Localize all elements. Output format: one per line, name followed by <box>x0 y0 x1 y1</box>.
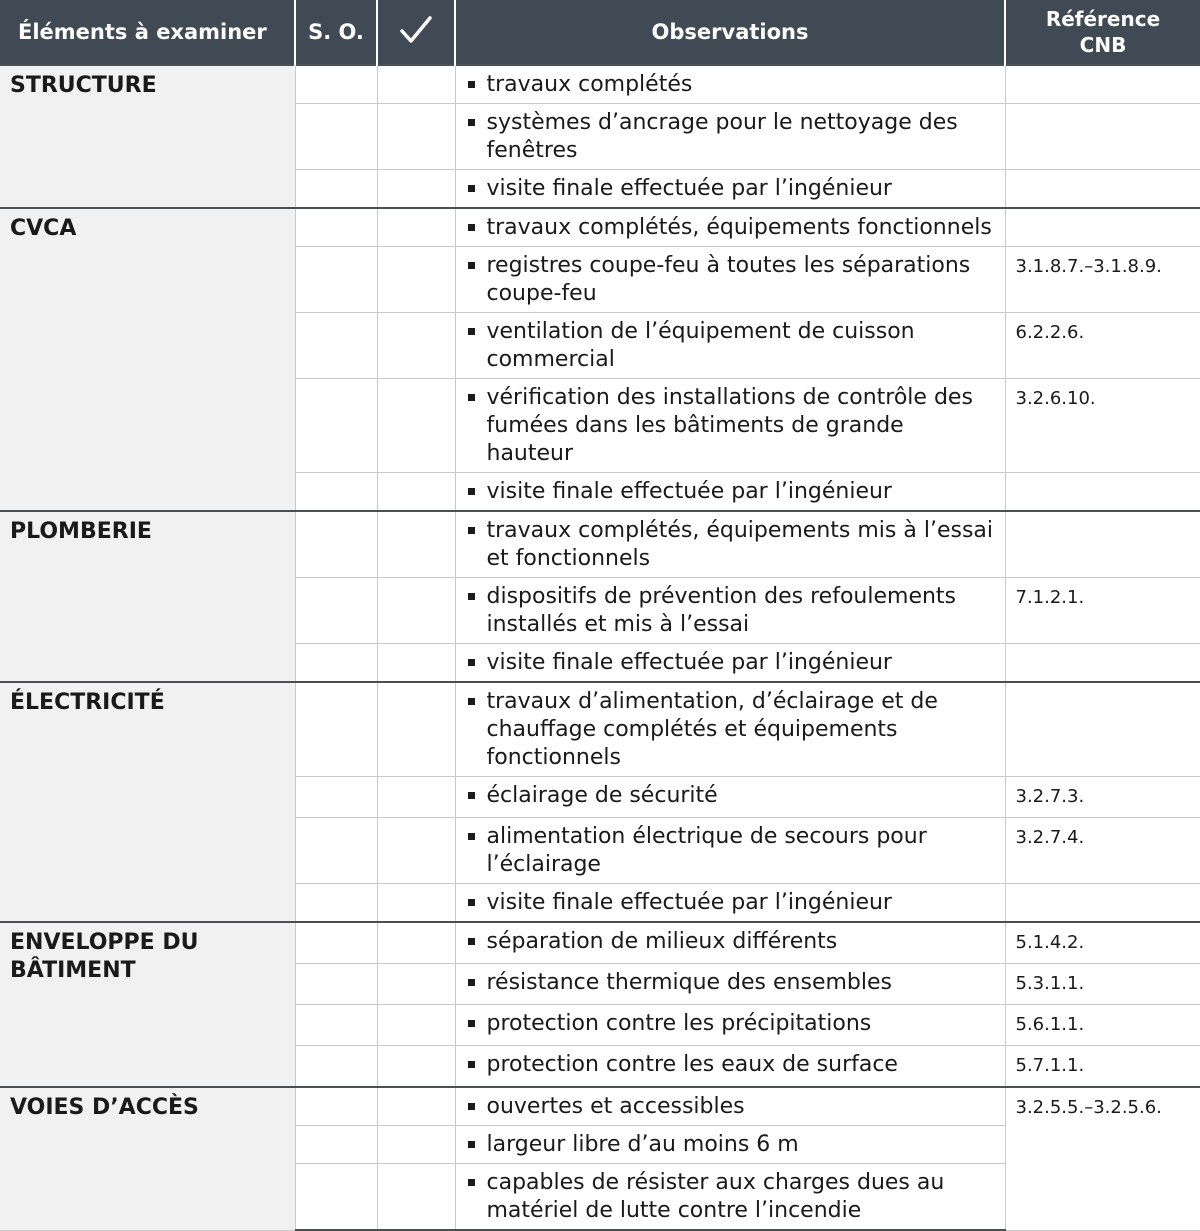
so-checkbox-cell[interactable] <box>295 1126 377 1164</box>
so-checkbox-cell[interactable] <box>295 884 377 923</box>
observation-item <box>466 478 995 506</box>
observation-item <box>466 969 995 997</box>
observation-text: systèmes d’ancrage pour le nettoyage des fenêtres <box>486 110 958 163</box>
reference-cell <box>1005 170 1200 209</box>
check-checkbox-cell[interactable] <box>377 1126 455 1164</box>
bullet-square-icon <box>468 1020 475 1027</box>
check-checkbox-cell[interactable] <box>377 511 455 578</box>
check-checkbox-cell[interactable] <box>377 578 455 644</box>
check-checkbox-cell[interactable] <box>377 818 455 884</box>
table-row <box>0 65 1200 104</box>
observation-text: résistance thermique des ensembles <box>486 970 892 995</box>
bullet-square-icon <box>468 262 475 269</box>
so-checkbox-cell[interactable] <box>295 379 377 473</box>
reference-cell: 3.2.5.5.–3.2.5.6. <box>1005 1087 1200 1230</box>
observation-item <box>466 1010 995 1038</box>
bullet-square-icon <box>468 1061 475 1068</box>
observation-text: dispositifs de prévention des refoulements installés et mis à l’essai <box>486 584 957 637</box>
so-checkbox-cell[interactable] <box>295 964 377 1005</box>
so-checkbox-cell[interactable] <box>295 313 377 379</box>
group-label: ÉLECTRICITÉ <box>0 682 295 922</box>
observation-cell <box>455 1046 1005 1088</box>
reference-cell <box>1005 65 1200 104</box>
so-checkbox-cell[interactable] <box>295 1164 377 1231</box>
observation-text: travaux complétés <box>486 72 693 97</box>
group-label: CVCA <box>0 208 295 511</box>
so-checkbox-cell[interactable] <box>295 1005 377 1046</box>
bullet-square-icon <box>468 593 475 600</box>
observation-cell <box>455 1164 1005 1231</box>
check-checkbox-cell[interactable] <box>377 1164 455 1231</box>
header-so: S. O. <box>295 0 377 65</box>
table-row <box>0 682 1200 777</box>
observation-item <box>466 1131 995 1159</box>
observation-text: ventilation de l’équipement de cuisson commercial <box>486 319 915 372</box>
check-checkbox-cell[interactable] <box>377 884 455 923</box>
check-checkbox-cell[interactable] <box>377 208 455 247</box>
observation-cell <box>455 1126 1005 1164</box>
observation-cell <box>455 964 1005 1005</box>
check-checkbox-cell[interactable] <box>377 65 455 104</box>
observation-cell <box>455 104 1005 170</box>
group-label: PLOMBERIE <box>0 511 295 682</box>
bullet-square-icon <box>468 119 475 126</box>
check-checkbox-cell[interactable] <box>377 1005 455 1046</box>
observation-cell <box>455 65 1005 104</box>
observation-cell <box>455 473 1005 512</box>
table-row <box>0 922 1200 964</box>
bullet-square-icon <box>468 328 475 335</box>
bullet-square-icon <box>468 899 475 906</box>
observation-item <box>466 889 995 917</box>
observation-text: éclairage de sécurité <box>486 783 718 808</box>
reference-cell: 5.1.4.2. <box>1005 922 1200 964</box>
reference-cell <box>1005 884 1200 923</box>
observation-item <box>466 214 995 242</box>
bullet-square-icon <box>468 1179 475 1186</box>
bullet-square-icon <box>468 833 475 840</box>
check-checkbox-cell[interactable] <box>377 313 455 379</box>
reference-cell: 7.1.2.1. <box>1005 578 1200 644</box>
check-checkbox-cell[interactable] <box>377 104 455 170</box>
bullet-square-icon <box>468 81 475 88</box>
observation-text: séparation de milieux différents <box>486 929 838 954</box>
observation-text: ouvertes et accessibles <box>486 1094 745 1119</box>
reference-cell: 3.2.7.3. <box>1005 777 1200 818</box>
observation-item <box>466 583 995 639</box>
check-checkbox-cell[interactable] <box>377 1046 455 1088</box>
observation-text: visite finale effectuée par l’ingénieur <box>486 479 892 504</box>
observation-text: largeur libre d’au moins 6 m <box>486 1132 799 1157</box>
observation-cell <box>455 511 1005 578</box>
observation-cell <box>455 644 1005 683</box>
header-reference-line1: Référence <box>1045 7 1161 31</box>
so-checkbox-cell[interactable] <box>295 777 377 818</box>
bullet-square-icon <box>468 394 475 401</box>
group-label: STRUCTURE <box>0 65 295 208</box>
bullet-square-icon <box>468 938 475 945</box>
so-checkbox-cell[interactable] <box>295 473 377 512</box>
group-label: ENVELOPPE DU BÂTIMENT <box>0 922 295 1087</box>
observation-text: visite finale effectuée par l’ingénieur <box>486 650 892 675</box>
observation-text: visite finale effectuée par l’ingénieur <box>486 890 892 915</box>
reference-cell: 3.1.8.7.–3.1.8.9. <box>1005 247 1200 313</box>
header-elements: Éléments à examiner <box>0 0 295 65</box>
so-checkbox-cell[interactable] <box>295 208 377 247</box>
observation-cell <box>455 170 1005 209</box>
group-label: VOIES D’ACCÈS <box>0 1087 295 1230</box>
so-checkbox-cell[interactable] <box>295 644 377 683</box>
reference-cell <box>1005 682 1200 777</box>
reference-cell <box>1005 473 1200 512</box>
observation-text: visite finale effectuée par l’ingénieur <box>486 176 892 201</box>
bullet-square-icon <box>468 185 475 192</box>
bullet-square-icon <box>468 488 475 495</box>
reference-cell: 5.7.1.1. <box>1005 1046 1200 1088</box>
reference-cell: 6.2.2.6. <box>1005 313 1200 379</box>
bullet-square-icon <box>468 792 475 799</box>
reference-cell <box>1005 104 1200 170</box>
observation-cell <box>455 379 1005 473</box>
so-checkbox-cell[interactable] <box>295 104 377 170</box>
so-checkbox-cell[interactable] <box>295 511 377 578</box>
observation-item <box>466 928 995 956</box>
bullet-square-icon <box>468 979 475 986</box>
observation-item <box>466 1051 995 1079</box>
observation-cell <box>455 682 1005 777</box>
so-checkbox-cell[interactable] <box>295 1046 377 1088</box>
bullet-square-icon <box>468 1103 475 1110</box>
observation-item <box>466 688 995 772</box>
observation-cell <box>455 1087 1005 1126</box>
so-checkbox-cell[interactable] <box>295 578 377 644</box>
check-checkbox-cell[interactable] <box>377 379 455 473</box>
observation-cell <box>455 777 1005 818</box>
reference-cell <box>1005 511 1200 578</box>
observation-item <box>466 175 995 203</box>
bullet-square-icon <box>468 224 475 231</box>
header-reference <box>1005 0 1200 65</box>
observation-cell <box>455 313 1005 379</box>
observation-item <box>466 252 995 308</box>
header-observations: Observations <box>455 0 1005 65</box>
observation-text: protection contre les eaux de surface <box>486 1052 898 1077</box>
check-checkbox-cell[interactable] <box>377 170 455 209</box>
observation-cell <box>455 922 1005 964</box>
table-row <box>0 208 1200 247</box>
observation-text: travaux d’alimentation, d’éclairage et de chauffage complétés et équipements fonctionnels <box>486 689 938 770</box>
reference-cell: 3.2.6.10. <box>1005 379 1200 473</box>
so-checkbox-cell[interactable] <box>295 1087 377 1126</box>
observation-text: vérification des installations de contrôle des fumées dans les bâtiments de grande hauteur <box>486 385 973 466</box>
observation-item <box>466 517 995 573</box>
bullet-square-icon <box>468 659 475 666</box>
observation-cell <box>455 578 1005 644</box>
observation-cell <box>455 247 1005 313</box>
check-checkbox-cell[interactable] <box>377 922 455 964</box>
observation-cell <box>455 1005 1005 1046</box>
reference-cell: 5.6.1.1. <box>1005 1005 1200 1046</box>
observation-text: protection contre les précipitations <box>486 1011 872 1036</box>
observation-item <box>466 384 995 468</box>
observation-cell <box>455 818 1005 884</box>
observation-cell <box>455 208 1005 247</box>
header-reference-line2: CNB <box>1079 33 1127 57</box>
check-checkbox-cell[interactable] <box>377 777 455 818</box>
observation-item <box>466 71 995 99</box>
header-check <box>377 0 455 65</box>
observation-text: alimentation électrique de secours pour l’éclairage <box>486 824 927 877</box>
so-checkbox-cell[interactable] <box>295 682 377 777</box>
observation-item <box>466 1093 995 1121</box>
observation-item <box>466 782 995 810</box>
observation-text: travaux complétés, équipements mis à l’essai et fonctionnels <box>486 518 993 571</box>
bullet-square-icon <box>468 698 475 705</box>
reference-cell: 5.3.1.1. <box>1005 964 1200 1005</box>
observation-item <box>466 318 995 374</box>
so-checkbox-cell[interactable] <box>295 922 377 964</box>
reference-cell: 3.2.7.4. <box>1005 818 1200 884</box>
observation-text: registres coupe-feu à toutes les séparations coupe-feu <box>486 253 971 306</box>
table-row <box>0 1087 1200 1126</box>
bullet-square-icon <box>468 527 475 534</box>
so-checkbox-cell[interactable] <box>295 170 377 209</box>
observation-item <box>466 823 995 879</box>
observation-item <box>466 649 995 677</box>
so-checkbox-cell[interactable] <box>295 818 377 884</box>
so-checkbox-cell[interactable] <box>295 65 377 104</box>
table-body <box>0 65 1200 1230</box>
bullet-square-icon <box>468 1141 475 1148</box>
observation-cell <box>455 884 1005 923</box>
reference-cell <box>1005 644 1200 683</box>
check-checkbox-cell[interactable] <box>377 1087 455 1126</box>
reference-cell <box>1005 208 1200 247</box>
observation-item <box>466 1169 995 1225</box>
table-header-row <box>0 0 1200 65</box>
check-checkbox-cell[interactable] <box>377 644 455 683</box>
observation-item <box>466 109 995 165</box>
check-checkbox-cell[interactable] <box>377 964 455 1005</box>
observation-text: travaux complétés, équipements fonctionnels <box>486 215 992 240</box>
so-checkbox-cell[interactable] <box>295 247 377 313</box>
check-icon <box>399 15 433 45</box>
check-checkbox-cell[interactable] <box>377 247 455 313</box>
observation-text: capables de résister aux charges dues au matériel de lutte contre l’incendie <box>486 1170 945 1223</box>
table-row <box>0 511 1200 578</box>
check-checkbox-cell[interactable] <box>377 682 455 777</box>
check-checkbox-cell[interactable] <box>377 473 455 512</box>
